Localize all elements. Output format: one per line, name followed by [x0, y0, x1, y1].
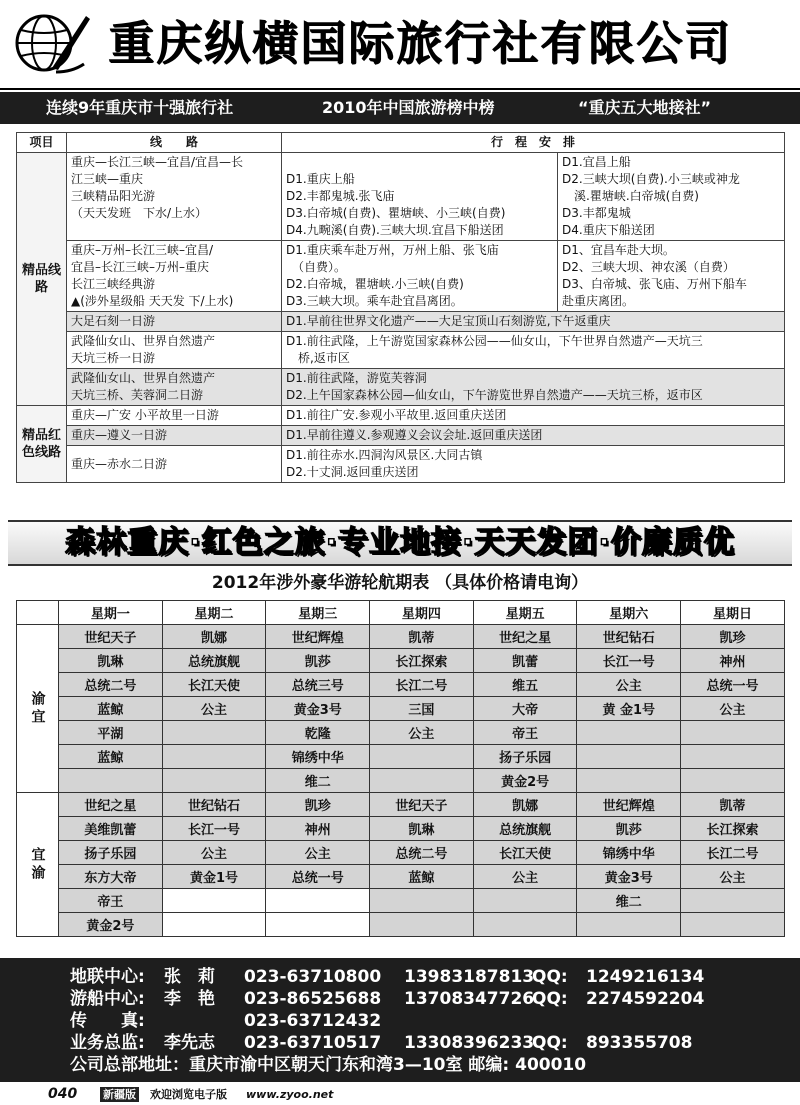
ship-cell: 神州: [681, 649, 785, 673]
ship-cell: 维二: [577, 889, 681, 913]
category-premium: 精品线路: [17, 153, 67, 406]
ship-cell: [577, 769, 681, 793]
table-row: [17, 426, 785, 446]
promo-banner: 森林重庆·红色之旅·专业地接·天天发团·价廉质优: [8, 520, 792, 566]
ship-cell: 长江探索: [681, 817, 785, 841]
ship-cell: 扬子乐园: [473, 745, 577, 769]
ship-cell: [266, 913, 370, 937]
ship-cell: 公主: [162, 697, 266, 721]
ship-cell: 世纪钻石: [577, 625, 681, 649]
direction-label: 渝宜: [17, 625, 59, 793]
day-header: 星期四: [370, 601, 474, 625]
ship-cell: 凯蒂: [681, 793, 785, 817]
day-header: 星期二: [162, 601, 266, 625]
ship-cell: 世纪之星: [473, 625, 577, 649]
schedule-row: [17, 721, 785, 745]
category-red: 精品红色线路: [17, 406, 67, 483]
ship-cell: 长江天使: [162, 673, 266, 697]
ship-cell: 世纪辉煌: [266, 625, 370, 649]
ship-cell: 维二: [266, 769, 370, 793]
day-header: 星期五: [473, 601, 577, 625]
ship-cell: [266, 889, 370, 913]
ship-cell: 凯琳: [59, 649, 163, 673]
ship-cell: 东方大帝: [59, 865, 163, 889]
ship-cell: 凯莎: [577, 817, 681, 841]
ship-cell: 乾隆: [266, 721, 370, 745]
ship-cell: 总统二号: [370, 841, 474, 865]
slogan-ranking: 2010年中国旅游榜中榜: [322, 98, 495, 117]
company-name: 重庆纵横国际旅行社有限公司: [108, 16, 732, 70]
plan-cell: D1.宜昌上船 D2.三峡大坝(自费).小三峡或神龙 溪.瞿塘峡.白帝城(自费) D3.丰都鬼城 D4.重庆下船送团: [558, 153, 785, 241]
ship-cell: 蓝鲸: [59, 697, 163, 721]
header: [0, 0, 800, 90]
ship-cell: 总统旗舰: [473, 817, 577, 841]
corner-cell: [17, 601, 59, 625]
table-row: [17, 312, 785, 332]
col-header-route: 线 路: [67, 133, 282, 153]
ship-cell: [162, 721, 266, 745]
routes-table: [16, 132, 785, 483]
cruise-schedule-table: [16, 600, 785, 937]
schedule-title: 2012年涉外豪华游轮航期表 （具体价格请电询）: [211, 573, 589, 593]
ship-cell: 凯蒂: [370, 625, 474, 649]
slogan-top-ten: 连续9年重庆市十强旅行社: [46, 98, 234, 117]
schedule-row: [17, 793, 785, 817]
ship-cell: 凯娜: [473, 793, 577, 817]
schedule-row: [17, 769, 785, 793]
contact-row: 地联中心: 张 莉 023-63710800 13983187813QQ: 1249216134: [70, 967, 705, 987]
plan-cell: D1、宜昌车赴大坝。 D2、三峡大坝、神农溪（自费） D3、白帝城、张飞庙、万州下船车 赴重庆离团。: [558, 241, 785, 312]
ship-cell: [162, 769, 266, 793]
route-cell: 重庆–万州–长江三峡–宜昌/ 宜昌–长江三峡–万州–重庆 长江三峡经典游 ▲(涉外星级船 天天发 下/上水): [67, 241, 282, 312]
ship-cell: 凯蕾: [473, 649, 577, 673]
slogan-top-five: “重庆五大地接社”: [578, 98, 712, 117]
ship-cell: 黄金3号: [577, 865, 681, 889]
schedule-row: [17, 889, 785, 913]
day-header: 星期日: [681, 601, 785, 625]
ship-cell: [370, 889, 474, 913]
table-row: [17, 241, 785, 312]
ship-cell: [681, 721, 785, 745]
ship-cell: 世纪天子: [370, 793, 474, 817]
ship-cell: [577, 913, 681, 937]
company-address: 公司总部地址：重庆市渝中区朝天门东和湾3—10室 邮编: 400010: [70, 1055, 587, 1075]
ship-cell: 长江探索: [370, 649, 474, 673]
ship-cell: [59, 769, 163, 793]
ship-cell: 凯莎: [266, 649, 370, 673]
globe-logo-icon: [12, 10, 94, 76]
ship-cell: 总统二号: [59, 673, 163, 697]
ship-cell: [681, 769, 785, 793]
ship-cell: 总统一号: [681, 673, 785, 697]
ship-cell: 蓝鲸: [370, 865, 474, 889]
ship-cell: 锦绣中华: [577, 841, 681, 865]
contact-row: 游船中心: 李 艳 023-86525688 13708347726QQ: 2274592204: [70, 989, 705, 1009]
ship-cell: [681, 745, 785, 769]
ship-cell: 凯珍: [681, 625, 785, 649]
ship-cell: 世纪天子: [59, 625, 163, 649]
route-cell: 大足石刻一日游: [67, 312, 282, 332]
ship-cell: 锦绣中华: [266, 745, 370, 769]
ship-cell: [681, 889, 785, 913]
ship-cell: 长江天使: [473, 841, 577, 865]
schedule-row: [17, 673, 785, 697]
schedule-row: [17, 817, 785, 841]
ship-cell: 长江一号: [577, 649, 681, 673]
plan-cell: D1.早前往世界文化遗产——大足宝顶山石刻游览,下午返重庆: [282, 312, 785, 332]
ship-cell: [370, 769, 474, 793]
ship-cell: 黄金3号: [266, 697, 370, 721]
ship-cell: 帝王: [59, 889, 163, 913]
footer: [0, 1084, 800, 1105]
table-row: [17, 406, 785, 426]
route-cell: 重庆—遵义一日游: [67, 426, 282, 446]
ship-cell: 黄金1号: [162, 865, 266, 889]
ship-cell: 帝王: [473, 721, 577, 745]
ship-cell: [473, 913, 577, 937]
schedule-row: [17, 865, 785, 889]
contact-panel: [0, 958, 800, 1082]
plan-cell: D1.前往赤水.四洞沟风景区.大同古镇 D2.十丈洞.返回重庆送团: [282, 446, 785, 483]
plan-cell: D1.前往广安.参观小平故里.返回重庆送团: [282, 406, 785, 426]
ship-cell: 公主: [266, 841, 370, 865]
ship-cell: 公主: [473, 865, 577, 889]
contact-row: 传 真: 023-63712432: [70, 1011, 382, 1031]
ship-cell: 大帝: [473, 697, 577, 721]
ship-cell: 世纪之星: [59, 793, 163, 817]
edition-badge: 新疆版: [100, 1087, 139, 1102]
plan-cell: D1.早前往遵义.参观遵义会议会址.返回重庆送团: [282, 426, 785, 446]
ship-cell: 黄 金1号: [577, 697, 681, 721]
ship-cell: [577, 721, 681, 745]
schedule-row: [17, 745, 785, 769]
day-header: 星期三: [266, 601, 370, 625]
day-header: 星期六: [577, 601, 681, 625]
page-number: 040: [48, 1086, 78, 1102]
day-header: 星期一: [59, 601, 163, 625]
route-cell: 重庆—长江三峡—宜昌/宜昌—长 江三峡—重庆 三峡精品阳光游 （天天发班 下水/上水）: [67, 153, 282, 241]
ship-cell: 蓝鲸: [59, 745, 163, 769]
welcome-text: 欢迎浏览电子版: [150, 1088, 227, 1101]
schedule-row: [17, 697, 785, 721]
route-cell: 重庆—广安 小平故里一日游: [67, 406, 282, 426]
ship-cell: 公主: [162, 841, 266, 865]
table-row: [17, 153, 785, 241]
table-row: [17, 332, 785, 369]
col-header-plan: 行 程 安 排: [282, 133, 785, 153]
ship-cell: [370, 745, 474, 769]
ship-cell: 神州: [266, 817, 370, 841]
ship-cell: 凯娜: [162, 625, 266, 649]
ship-cell: 凯珍: [266, 793, 370, 817]
plan-cell: D1.重庆乘车赴万州，万州上船、张飞庙 （自费）。 D2.白帝城，瞿塘峡.小三峡(自费) D3.三峡大坝。乘车赴宜昌离团。: [282, 241, 558, 312]
website-link[interactable]: www.zyoo.net: [246, 1088, 334, 1101]
ship-cell: 总统一号: [266, 865, 370, 889]
ship-cell: [577, 745, 681, 769]
ship-cell: 公主: [681, 697, 785, 721]
ship-cell: 黄金2号: [59, 913, 163, 937]
ship-cell: 公主: [577, 673, 681, 697]
ship-cell: 世纪钻石: [162, 793, 266, 817]
ship-cell: 凯琳: [370, 817, 474, 841]
plan-cell: D1.前往武隆，上午游览国家森林公园——仙女山，下午世界自然遗产—天坑三 桥,返市区: [282, 332, 785, 369]
ship-cell: [370, 913, 474, 937]
table-row: [17, 446, 785, 483]
ship-cell: [162, 745, 266, 769]
ship-cell: 公主: [370, 721, 474, 745]
ship-cell: 维五: [473, 673, 577, 697]
schedule-row: [17, 649, 785, 673]
ship-cell: 长江二号: [681, 841, 785, 865]
ship-cell: 长江二号: [370, 673, 474, 697]
schedule-row: [17, 625, 785, 649]
plan-cell: D1.前往武隆，游览芙蓉洞 D2.上午国家森林公园—仙女山，下午游览世界自然遗产——天坑三桥，返市区: [282, 369, 785, 406]
route-cell: 重庆—赤水二日游: [67, 446, 282, 483]
ship-cell: 公主: [681, 865, 785, 889]
slogan-bar: [0, 92, 800, 124]
contact-row: 业务总监: 李先志 023-63710517 13308396233QQ: 893355708: [70, 1033, 693, 1053]
ship-cell: 总统三号: [266, 673, 370, 697]
direction-label: 宜渝: [17, 793, 59, 937]
ship-cell: [473, 889, 577, 913]
ship-cell: 长江一号: [162, 817, 266, 841]
ship-cell: 美维凯蕾: [59, 817, 163, 841]
ship-cell: 三国: [370, 697, 474, 721]
schedule-row: [17, 913, 785, 937]
ship-cell: 平湖: [59, 721, 163, 745]
route-cell: 武隆仙女山、世界自然遗产 天坑三桥一日游: [67, 332, 282, 369]
ship-cell: 黄金2号: [473, 769, 577, 793]
ship-cell: [681, 913, 785, 937]
ship-cell: 总统旗舰: [162, 649, 266, 673]
ship-cell: 世纪辉煌: [577, 793, 681, 817]
ship-cell: 扬子乐园: [59, 841, 163, 865]
schedule-row: [17, 841, 785, 865]
table-row: [17, 369, 785, 406]
ship-cell: [162, 889, 266, 913]
plan-cell: D1.重庆上船 D2.丰都鬼城.张飞庙 D3.白帝城(自费)、瞿塘峡、小三峡(自费) D4.九畹溪(自费).三峡大坝.宜昌下船送团: [282, 153, 558, 241]
route-cell: 武隆仙女山、世界自然遗产 天坑三桥、芙蓉洞二日游: [67, 369, 282, 406]
ship-cell: [162, 913, 266, 937]
col-header-item: 项目: [17, 133, 67, 153]
